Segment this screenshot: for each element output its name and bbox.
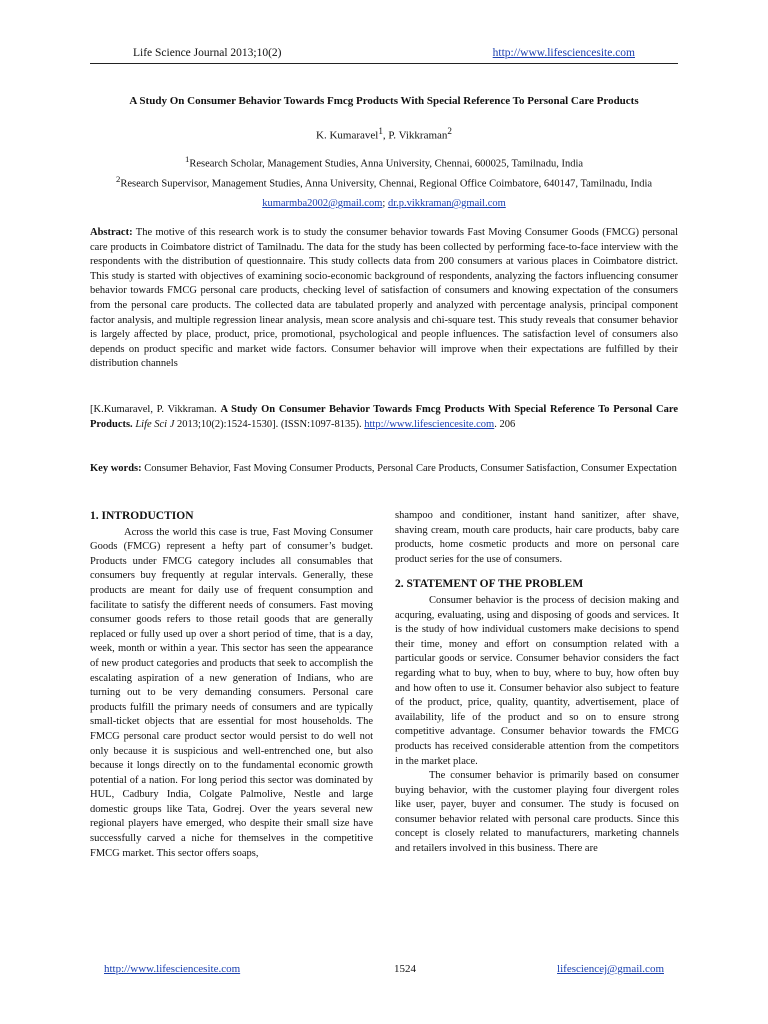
- citation-details: 2013;10(2):1524-1530]. (ISSN:1097-8135).: [174, 418, 365, 430]
- page-footer: [104, 962, 664, 978]
- affil-mark: 2: [115, 174, 121, 184]
- section-heading-introduction: 1. INTRODUCTION: [90, 510, 194, 522]
- author-affil-mark: 1: [378, 126, 383, 136]
- keywords: [90, 462, 678, 477]
- running-header: [133, 46, 635, 62]
- citation-authors: [K.Kumaravel, P. Vikkraman.: [90, 404, 221, 415]
- affiliation-text: Research Supervisor, Management Studies, Anna University, Chennai, Regional Office Coimbatore, 640147, Tamilnadu, India: [120, 178, 653, 190]
- abstract: [90, 226, 678, 372]
- author-separator: ,: [382, 129, 389, 142]
- citation: [90, 403, 678, 432]
- section-heading-problem-statement: 2. STATEMENT OF THE PROBLEM: [395, 578, 584, 591]
- email-separator: ;: [382, 198, 388, 209]
- page-number: 1524: [394, 963, 416, 975]
- abstract-text: The motive of this research work is to study the consumer behavior towards Fast Moving Consumer Goods (FMCG) personal care products in Coimbatore district of Tamilnadu. The data for the study has been collected by performing face-to-face interview with the respondents with the distribution of questionnaire. This study collects data from 200 consumers at various places in Coimbatore district. This study is started with objectives of examining socio-economic background of respondents, analyzing the factors influencing consumer behavior towards FMCG personal care products, checking level of satisfaction of consumers and knowing expectation of the consumers from the personal care products. The collected data are tabulated properly and analyzed with percentage analysis, principal component factor analysis, and multiple regression linear analysis, mean score analysis and chi-square test. This study reveals that consumer behavior is largely affected by place, product, price, promotional, psychological and people influences. The satisfaction level of consumers also depends on product specific and market wide factors. Consumer behavior will improve when their expectations are fulfilled by their distribution channels: [90, 227, 678, 370]
- problem-paragraph: Consumer behavior is the process of decision making and acquring, evaluating, using and disposing of goods and services. It is the study of how individual customers make decisions to spend their time, money and effort on consumption related with a particular goods or service. Consumer behavior considers the fact regarding what to buy, when to buy, where to buy, how often buy and how often to use it. Consumer behavior also subject to feature of the product, price, quality, quantity, advertisement, place of availability, life of the product and so on to ensure strong competitive advantage. Consumer behavior towards the FMCG products has received considerable attention from the competitors in the market place.: [395, 594, 679, 767]
- affiliations: [100, 152, 668, 192]
- paper-title: A Study On Consumer Behavior Towards Fmcg Products With Special Reference To Personal Care Products: [129, 95, 639, 107]
- author-affil-mark: 2: [447, 126, 452, 136]
- author-emails: [78, 197, 690, 212]
- email-link[interactable]: dr.p.vikkraman@gmail.com: [387, 198, 506, 209]
- left-column: [90, 509, 373, 861]
- citation-link[interactable]: http://www.lifesciencesite.com: [364, 418, 495, 430]
- affiliation-text: Research Scholar, Management Studies, Anna University, Chennai, 600025, Tamilnadu, India: [189, 158, 584, 170]
- citation-page: . 206: [494, 418, 516, 430]
- header-site-link[interactable]: http://www.lifesciencesite.com: [492, 47, 635, 59]
- intro-paragraph: Across the world this case is true, Fast Moving Consumer Goods (FMCG) represent a hefty part of consumer’s budget. Products under FMCG category includes all consumables that consumers buy frequently at regular intervals. Generally, these products are meant for daily use of frequent consumption and facilitate to satisfy the different needs of consumers. Fast moving consumer goods refers to those retail goods that are generally replaced or fully used up over a short period of time, that is a day, week, month or within a year. This sector has seen the appearance of new product categories and products that seek to accomplish the escalating aspiration of a new generation of Indians, who are turning out to be very demanding consumers. Personal care products fulfill the primary needs of consumers and are typically small-ticket objects that are essential for most households. The FMCG personal care product sector would persist to do well not only because it is suspicious and well-entrenched one, but also because it longs directly on to the fundamental economic growth potential of a nation. For long period this sector was dominated by HUL, Cadbury India, Colgate Palmolive, Nestle and large domestic groups like Tata, Godrej. Over the years several new regional players have emerged, who despite their small size have successfully carved a niche for themselves in the competitive FMCG market. This sector offers soaps,: [90, 526, 373, 859]
- affiliation-2: [100, 172, 668, 192]
- right-column: [395, 509, 679, 857]
- keywords-label: Key words:: [90, 463, 142, 474]
- citation-title: A Study On Consumer Behavior Towards Fmcg Products With Special Reference To Personal Care Products.: [90, 404, 678, 430]
- footer-site-link[interactable]: http://www.lifesciencesite.com: [104, 963, 241, 975]
- email-link[interactable]: kumarmba2002@gmail.com: [262, 198, 383, 209]
- citation-journal: Life Sci J: [132, 418, 175, 430]
- journal-name: Life Science Journal 2013;10(2): [133, 47, 282, 59]
- abstract-label: Abstract:: [90, 227, 133, 238]
- affil-mark: 1: [184, 154, 190, 164]
- author-name: K. Kumaravel: [316, 129, 379, 142]
- problem-paragraph: The consumer behavior is primarily based on consumer buying behavior, with the customer playing four divergent roles like user, payer, buyer and consumer. The study is focused on consumer behavior related with personal care products. Since this concept is closely related to manufacturers, marketing channels and retailers involved in this business. There are: [395, 770, 679, 855]
- author-list: [78, 124, 690, 143]
- author-name: P. Vikkraman: [388, 129, 448, 142]
- intro-continuation: shampoo and conditioner, instant hand sanitizer, after shave, shaving cream, mouth care products, hair care products, baby care products, home cosmetic products and more on personal care product series for the use of consumers.: [395, 510, 679, 565]
- header-divider: [90, 63, 678, 64]
- keywords-text: Consumer Behavior, Fast Moving Consumer Products, Personal Care Products, Consumer Satisfaction, Consumer Expectation: [141, 463, 677, 474]
- footer-email-link[interactable]: lifesciencej@gmail.com: [557, 963, 664, 975]
- affiliation-1: [100, 152, 668, 172]
